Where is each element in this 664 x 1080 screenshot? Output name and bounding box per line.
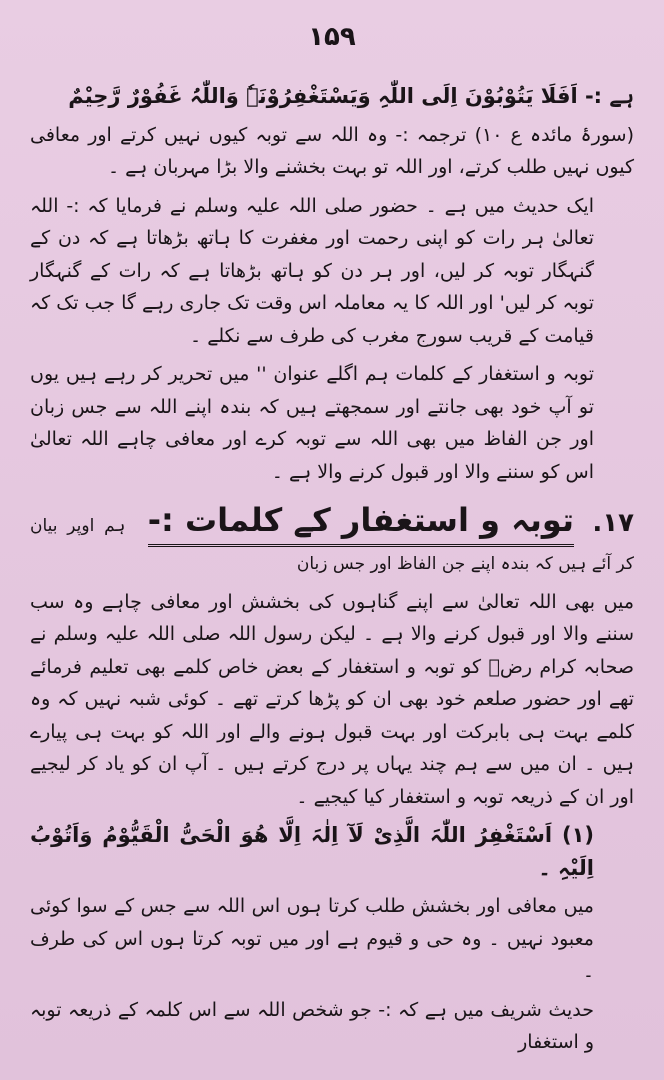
istighfar-arabic-item-1: (۱) اَسْتَغْفِرُ اللّٰہَ الَّذِیْ لَآ اِلٰہَ اِلَّا ھُوَ الْحَیُّ الْقَیُّوْمُ وَاَتُوْبُ اِلَیْہِ ۔ [30, 823, 594, 880]
hadith-line: حدیث شریف میں ہے کہ :- جو شخص اللہ سے اس کلمہ کے ذریعہ توبہ و استغفار [30, 998, 594, 1053]
section-title: توبہ و استغفار کے کلمات :- [148, 498, 574, 547]
quran-verse-paragraph: ہے :- اَفَلَا یَتُوْبُوْنَ اِلَی اللّٰہِ وَیَسْتَغْفِرُوْنَہٗ وَاللّٰہُ غَفُوْرٌ رَّحِیْمٌ [68, 84, 634, 108]
section-intro-line-1: ہم اوپر بیان کر آئے ہیں کہ بندہ [30, 516, 634, 574]
section-number: ۱۷. [592, 508, 635, 538]
hadith-paragraph: ایک حدیث میں ہے ۔ حضور صلی اللہ علیہ وسلم نے فرمایا کہ :- اللہ تعالیٰ ہر رات کو اپنی رحمت اور مغفرت کا ہاتھ بڑھاتا ہے کہ دن کے گنہگار توبہ کر لیں، اور ہر دن کو ہاتھ بڑھاتا ہے کہ رات کے گنہگار توبہ کر لیں' اور اللہ کا یہ معاملہ اس وقت تک جاری رہے گا جب تک کہ قیامت کے قریب سورج مغرب کی طرف سے نکلے ۔ [30, 194, 594, 347]
section-heading-block [30, 498, 634, 580]
translation-paragraph: (سورۂ مائدہ ع ۱۰) ترجمہ :- وہ اللہ سے توبہ کیوں نہیں کرتے اور معافی کیوں نہیں طلب کرتے، اور اللہ تو بہت بخشنے والا بڑا مہربان ہے ۔ [30, 123, 634, 178]
istighfar-translation-item-1: میں معافی اور بخشش طلب کرتا ہوں اس اللہ سے جس کے سوا کوئی معبود نہیں ۔ وہ حی و قیوم ہے اور میں توبہ کرتا ہوں اس کی طرف ۔ [30, 895, 594, 982]
page-content [30, 80, 634, 1065]
section-body-paragraph: میں بھی اللہ تعالیٰ سے اپنے گناہوں کی بخشش اور معافی چاہے وہ سب سننے والا اور قبول کرنے والا ہے ۔ لیکن رسول اللہ صلی اللہ علیہ وسلم نے صحابہ کرام رضؓ کو توبہ و استغفار کے بعض خاص کلمے بھی تعلیم فرمائے تھے اور حضور صلعم خود بھی ان کو پڑھا کرتے تھے ۔ کوئی شبہ نہیں کہ وہ کلمے بہت ہی بابرکت اور بہت قبول ہونے والے اور اللہ کو بہت ہی پیارے ہیں ۔ ان میں سے ہم چند یہاں پر درج کرتے ہیں ۔ آپ ان کو یاد کر لیجیے اور ان کے ذریعہ توبہ و استغفار کیا کیجیے ۔ [30, 590, 634, 808]
kalimat-intro-paragraph: توبہ و استغفار کے کلمات ہم اگلے عنوان '' میں تحریر کر رہے ہیں یوں تو آپ خود بھی جانتے اور سمجھتے ہیں کہ بندہ اپنے اللہ سے جس زبان اور جن الفاظ میں بھی اللہ سے توبہ کرے اور معافی چاہے اللہ تعالیٰ اس کو سننے والا اور قبول کرنے والا ہے ۔ [30, 363, 594, 483]
page-number: ۱۵۹ [308, 22, 356, 52]
section-intro-line-2: اپنے جن الفاظ اور جس زبان [296, 554, 496, 574]
